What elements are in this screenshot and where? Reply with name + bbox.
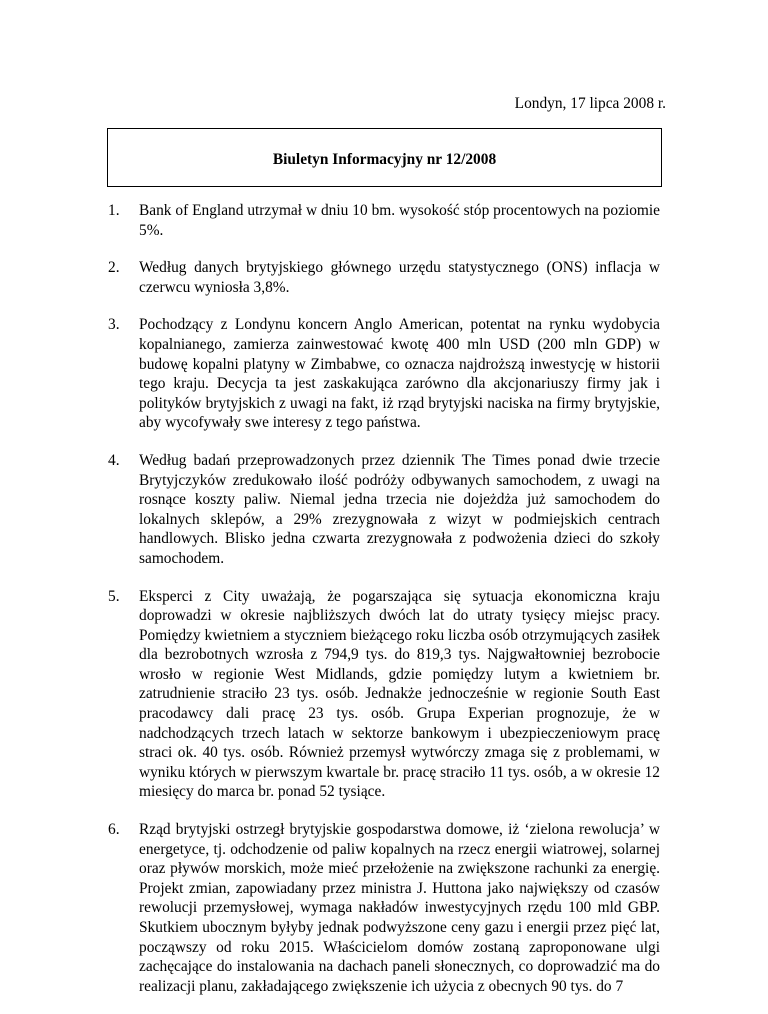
item-number: 3. (108, 316, 120, 334)
item-text: Według badań przeprowadzonych przez dziennik The Times ponad dwie trzecie Brytyjczyków zredukowało ilość podróży odbywanych samochodem, z uwagi na rosnące koszty paliw. Niemal jedna trzecia nie dojeżdża już samochodem do lokalnych sklepów, a 29% zrezygnowała z wizyt w podmiejskich centrach handlowych. Blisko jedna czwarta zrezygnowała z podwożenia dzieci do szkoły samochodem. (139, 451, 660, 567)
item-number: 1. (108, 202, 120, 219)
list-item (108, 201, 660, 240)
item-number: 4. (108, 451, 120, 469)
item-number: 2. (108, 259, 120, 277)
bulletin-title: Biuletyn Informacyjny nr 12/2008 (272, 151, 497, 168)
list-item (108, 451, 660, 569)
list-item (108, 587, 660, 803)
list-item (108, 315, 660, 433)
document-date: Londyn, 17 lipca 2008 r. (514, 95, 666, 112)
item-text: Pochodzący z Londynu koncern Anglo American, potentat na rynku wydobycia kopalnianego, zamierza zainwestować kwotę 400 mln USD (200 mln GDP) w budowę kopalni platyny w Zimbabwe, co oznacza najdroższą inwestycję w historii tego kraju. Decycja ta jest zaskakująca zarówno dla akcjonariuszy firmy jak i polityków brytyjskich z uwagi na fakt, iż rząd brytyjski naciska na firmy brytyjskie, aby wycofywały swe interesy z tego państwa. (139, 316, 660, 432)
item-text: Eksperci z City uważają, że pogarszająca się sytuacja ekonomiczna kraju doprowadzi w okresie najbliższych dwóch lat do utraty tysięcy miejsc pracy. Pomiędzy kwietniem a styczniem bieżącego roku liczba osób otrzymujących zasiłek dla bezrobotnych wzrosła z 794,9 tys. do 819,3 tys. Najgwałtowniej bezrobocie wrosło w regionie West Midlands, gdzie pomiędzy lutym a kwietniem br. zatrudnienie straciło 23 tys. osób. Jednakże jednocześnie w regionie South East pracodawcy dali pracę 23 tys. osób. Grupa Experian prognozuje, że w nadchodzących trzech latach w sektorze bankowym i ubezpieczeniowym pracę straci ok. 40 tys. osób. Również przemysł wytwórczy zmaga się z problemami, w wyniku których w pierwszym kwartale br. pracę straciło 11 tys. osób, a w okresie 12 miesięcy do marca br. ponad 52 tysiące. (139, 587, 660, 801)
item-text: Rząd brytyjski ostrzegł brytyjskie gospodarstwa domowe, iż ‘zielona rewolucja’ w energetyce, tj. odchodzenie od paliw kopalnych na rzecz energii wiatrowej, solarnej oraz pływów morskich, może mieć przełożenie na zwiększone rachunki za energię. Projekt zmian, zapowiadany przez ministra J. Huttona jako największy od czasów rewolucji przemysłowej, wymaga nakładów inwestycyjnych rzędu 100 mld GBP. Skutkiem ubocznym byłyby jednak podwyższone ceny gazu i energii przez pięć lat, począwszy od roku 2015. Właścicielom domów zostaną zaproponowane ulgi zachęcające do instalowania na dachach paneli słonecznych, co doprowadzić ma do realizacji planu, zakładającego zwiększenie ich użycia z obecnych 90 tys. do 7 (139, 821, 660, 995)
item-text: Według danych brytyjskiego głównego urzędu statystycznego (ONS) inflacja w czerwcu wyniosła 3,8%. (139, 259, 660, 296)
news-list (108, 201, 660, 1014)
title-box (107, 128, 662, 187)
item-number: 6. (108, 821, 120, 839)
list-item (108, 258, 660, 297)
item-number: 5. (108, 587, 120, 605)
item-text: Bank of England utrzymał w dniu 10 bm. wysokość stóp procentowych na poziomie 5%. (139, 202, 660, 239)
list-item (108, 820, 660, 996)
